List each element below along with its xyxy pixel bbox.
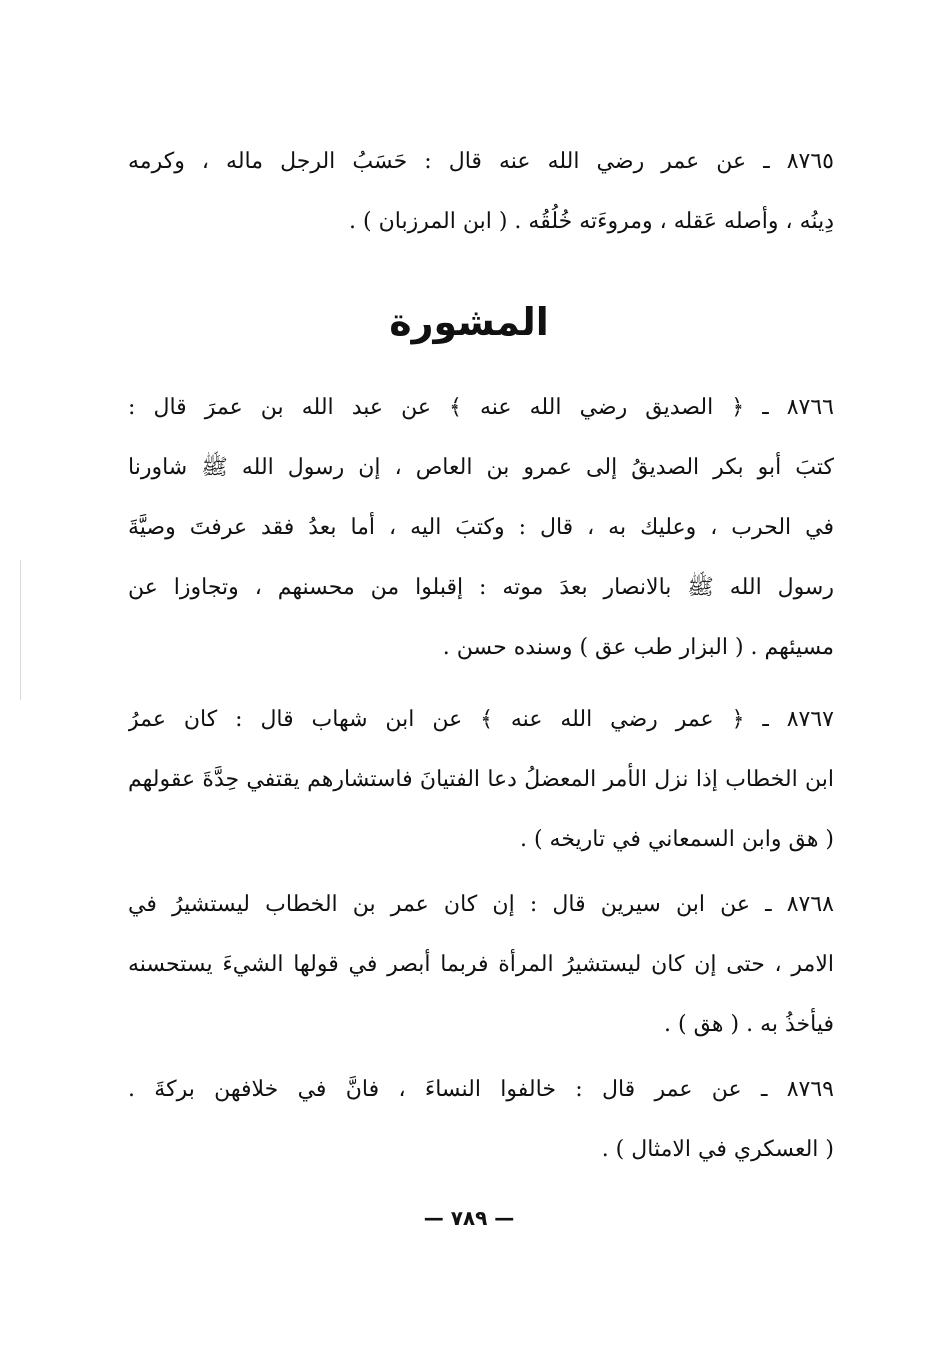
hadith-8769-line-1: ٨٧٦٩ ـ عن عمر قال : خالفوا النساءَ ، فانَّ في خلافهن بركةَ . xyxy=(128,1077,834,1102)
hadith-8767 xyxy=(128,690,834,870)
hadith-8766 xyxy=(128,378,834,678)
hadith-8769-line-2: ( العسكري في الامثال ) . xyxy=(601,1137,834,1162)
hadith-8767-line-1: ٨٧٦٧ ـ ﴿ عمر رضي الله عنه ﴾ عن ابن شهاب قال : كان عمرُ xyxy=(128,707,834,732)
section-heading: المشورة xyxy=(389,300,549,344)
left-margin-line xyxy=(20,560,21,700)
hadith-8767-line-3: ( هق وابن السمعاني في تاريخه ) . xyxy=(519,827,834,852)
hadith-8768 xyxy=(128,875,834,1055)
hadith-8766-line-5: مسيئهم . ( البزار طب عق ) وسنده حسن . xyxy=(442,635,834,660)
page-number: — ٧٨٩ — xyxy=(423,1206,515,1230)
hadith-8766-line-3: في الحرب ، وعليك به ، قال : وكتبَ اليه ، أما بعدُ فقد عرفتَ وصيَّةَ xyxy=(128,515,834,540)
hadith-8766-line-4: رسول الله ﷺ بالانصار بعدَ موته : إقبلوا من محسنهم ، وتجاوزا عن xyxy=(128,575,834,600)
hadith-8765 xyxy=(128,132,834,252)
hadith-8765-line-1: ٨٧٦٥ ـ عن عمر رضي الله عنه قال : حَسَبُ الرجل ماله ، وكرمه xyxy=(128,149,834,174)
hadith-8769 xyxy=(128,1060,834,1180)
hadith-8768-line-1: ٨٧٦٨ ـ عن ابن سيرين قال : إن كان عمر بن الخطاب ليستشيرُ في xyxy=(128,892,834,917)
hadith-8765-line-2: دِينُه ، وأصله عَقله ، ومروءَته خُلُقُه . ( ابن المرزبان ) . xyxy=(349,209,834,234)
hadith-8766-line-1: ٨٧٦٦ ـ ﴿ الصديق رضي الله عنه ﴾ عن عبد الله بن عمرَ قال : xyxy=(128,395,834,420)
hadith-8768-line-3: فيأخذُ به . ( هق ) . xyxy=(664,1012,834,1037)
hadith-8766-line-2: كتبَ أبو بكر الصديقُ إلى عمرو بن العاص ، إن رسول الله ﷺ شاورنا xyxy=(128,455,834,480)
hadith-8768-line-2: الامر ، حتى إن كان ليستشيرُ المرأة فربما أبصر في قولها الشيءَ يستحسنه xyxy=(128,952,834,977)
hadith-8767-line-2: ابن الخطاب إذا نزل الأمر المعضلُ دعا الفتيانَ فاستشارهم يقتفي حِدَّةَ عقولهم xyxy=(128,767,834,792)
